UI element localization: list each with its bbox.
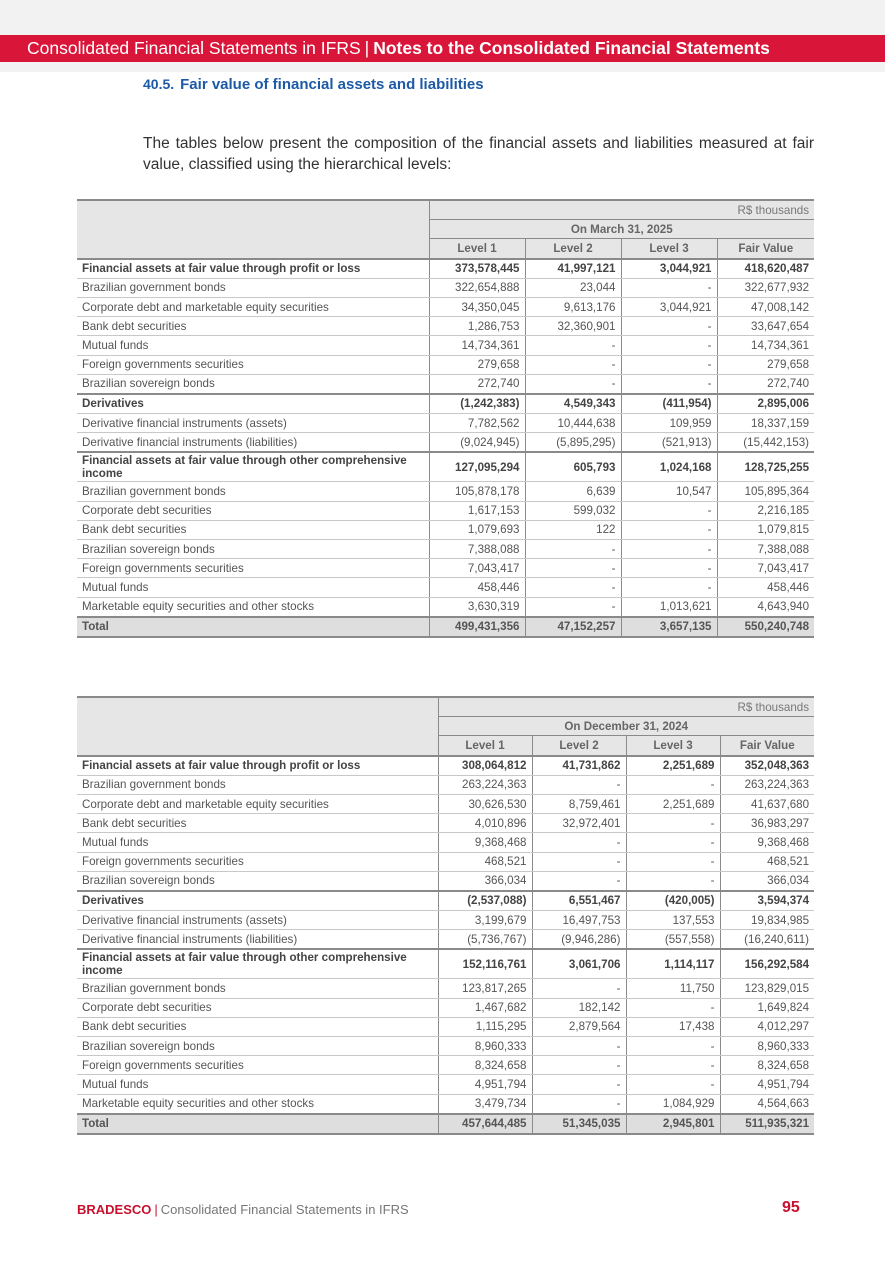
footer-separator: | (154, 1202, 158, 1217)
level-3-value: - (626, 852, 720, 871)
level-1-value: 30,626,530 (438, 794, 532, 813)
row-label: Brazilian government bonds (77, 979, 438, 998)
column-header-level-2: Level 2 (532, 736, 626, 756)
level-1-value: (5,736,767) (438, 930, 532, 950)
level-2-value: 41,997,121 (525, 259, 621, 279)
table-row (77, 336, 814, 355)
row-label: Brazilian sovereign bonds (77, 1037, 438, 1056)
fair-value-value: 4,643,940 (717, 597, 814, 617)
table-header (77, 697, 814, 756)
level-3-value: - (621, 520, 717, 539)
level-3-value: 3,657,135 (621, 617, 717, 637)
row-label: Foreign governments securities (77, 852, 438, 871)
level-3-value: 1,114,117 (626, 949, 720, 979)
fair-value-value: 3,594,374 (720, 891, 814, 911)
level-2-value: 41,731,862 (532, 756, 626, 776)
level-1-value: 14,734,361 (429, 336, 525, 355)
column-header-level-2: Level 2 (525, 239, 621, 259)
level-2-value: 182,142 (532, 998, 626, 1017)
level-2-value: - (532, 1056, 626, 1075)
units-label: R$ thousands (438, 697, 814, 717)
level-3-value: 2,251,689 (626, 794, 720, 813)
table-row (77, 482, 814, 501)
table-row (77, 433, 814, 453)
level-2-value: (9,946,286) (532, 930, 626, 950)
row-label: Brazilian sovereign bonds (77, 871, 438, 891)
fair-value-value: 511,935,321 (720, 1114, 814, 1134)
header-separator: | (364, 38, 370, 58)
level-2-value: 122 (525, 520, 621, 539)
level-1-value: 8,324,658 (438, 1056, 532, 1075)
row-label: Bank debt securities (77, 317, 429, 336)
level-1-value: 8,960,333 (438, 1037, 532, 1056)
column-header-level-1: Level 1 (438, 736, 532, 756)
level-3-value: - (626, 998, 720, 1017)
fair-value-value: 418,620,487 (717, 259, 814, 279)
fair-value-value: 1,079,815 (717, 520, 814, 539)
row-label: Derivative financial instruments (liabilities) (77, 433, 429, 453)
intro-paragraph: The tables below present the composition of the financial assets and liabilities measured at fair value, classified using the hierarchical levels: (143, 135, 814, 173)
fair-value-value: 352,048,363 (720, 756, 814, 776)
fair-value-value: (16,240,611) (720, 930, 814, 950)
row-label: Brazilian government bonds (77, 278, 429, 297)
level-1-value: 127,095,294 (429, 452, 525, 482)
level-1-value: 7,388,088 (429, 540, 525, 559)
level-2-value: - (525, 540, 621, 559)
row-label: Marketable equity securities and other stocks (77, 1094, 438, 1114)
level-1-value: 1,286,753 (429, 317, 525, 336)
page-footer (77, 1202, 409, 1217)
level-1-value: 123,817,265 (438, 979, 532, 998)
level-1-value: 263,224,363 (438, 775, 532, 794)
fair-value-value: 272,740 (717, 374, 814, 394)
level-2-value: - (532, 871, 626, 891)
level-3-value: - (621, 540, 717, 559)
fair-value-value: 7,388,088 (717, 540, 814, 559)
section-heading: Fair value of financial assets and liabilities (180, 76, 484, 93)
level-3-value: (411,954) (621, 394, 717, 414)
table-category-row (77, 891, 814, 911)
level-3-value: - (621, 336, 717, 355)
fair-value-value: 4,012,297 (720, 1017, 814, 1036)
row-label: Total (77, 617, 429, 637)
row-label: Derivative financial instruments (assets) (77, 911, 438, 930)
table-row (77, 578, 814, 597)
level-2-value: - (525, 597, 621, 617)
row-label: Mutual funds (77, 336, 429, 355)
table-header (77, 200, 814, 259)
table-row (77, 775, 814, 794)
level-3-value: 1,024,168 (621, 452, 717, 482)
level-1-value: 152,116,761 (438, 949, 532, 979)
level-3-value: - (626, 871, 720, 891)
table-row (77, 297, 814, 316)
level-1-value: (9,024,945) (429, 433, 525, 453)
fair-value-table-march-2025 (77, 199, 814, 638)
fair-value-value: 279,658 (717, 355, 814, 374)
level-2-value: 605,793 (525, 452, 621, 482)
row-label: Bank debt securities (77, 1017, 438, 1036)
fair-value-value: 7,043,417 (717, 559, 814, 578)
fair-value-value: 105,895,364 (717, 482, 814, 501)
row-label: Financial assets at fair value through other comprehensive income (77, 949, 438, 979)
row-label: Total (77, 1114, 438, 1134)
table-header-corner (77, 200, 429, 259)
level-2-value: 2,879,564 (532, 1017, 626, 1036)
table-row (77, 278, 814, 297)
level-1-value: 308,064,812 (438, 756, 532, 776)
level-2-value: - (525, 578, 621, 597)
table-row (77, 998, 814, 1017)
row-label: Mutual funds (77, 578, 429, 597)
level-3-value: - (626, 1037, 720, 1056)
units-label: R$ thousands (429, 200, 814, 220)
fair-value-value: 468,521 (720, 852, 814, 871)
table-category-row (77, 394, 814, 414)
level-2-value: 23,044 (525, 278, 621, 297)
level-1-value: 1,079,693 (429, 520, 525, 539)
row-label: Brazilian government bonds (77, 482, 429, 501)
row-label: Bank debt securities (77, 520, 429, 539)
row-label: Derivative financial instruments (liabilities) (77, 930, 438, 950)
row-label: Corporate debt securities (77, 501, 429, 520)
header-right-title: Notes to the Consolidated Financial Statements (373, 38, 770, 58)
level-3-value: - (626, 775, 720, 794)
level-3-value: 2,251,689 (626, 756, 720, 776)
period-label: On March 31, 2025 (429, 220, 814, 239)
column-header-level-1: Level 1 (429, 239, 525, 259)
row-label: Foreign governments securities (77, 355, 429, 374)
level-1-value: 272,740 (429, 374, 525, 394)
row-label: Financial assets at fair value through other comprehensive income (77, 452, 429, 482)
level-2-value: 6,639 (525, 482, 621, 501)
column-header-fair-value: Fair Value (720, 736, 814, 756)
footer-brand-name: BRADESCO (77, 1202, 152, 1217)
footer-document-title: Consolidated Financial Statements in IFRS (160, 1202, 409, 1217)
level-2-value: 10,444,638 (525, 414, 621, 433)
fair-value-value: 4,951,794 (720, 1075, 814, 1094)
level-1-value: 499,431,356 (429, 617, 525, 637)
table-body (77, 259, 814, 637)
row-label: Corporate debt and marketable equity securities (77, 794, 438, 813)
header-left-title: Consolidated Financial Statements in IFRS (27, 38, 361, 58)
level-3-value: (557,558) (626, 930, 720, 950)
level-1-value: 3,479,734 (438, 1094, 532, 1114)
row-label: Brazilian government bonds (77, 775, 438, 794)
level-1-value: 366,034 (438, 871, 532, 891)
level-3-value: - (626, 1075, 720, 1094)
row-label: Foreign governments securities (77, 1056, 438, 1075)
table-total-row (77, 617, 814, 637)
top-margin-band (0, 0, 885, 35)
table-row (77, 833, 814, 852)
row-label: Derivative financial instruments (assets) (77, 414, 429, 433)
section-number: 40.5. (143, 76, 175, 92)
level-2-value: 32,972,401 (532, 814, 626, 833)
page-number: 95 (782, 1199, 800, 1216)
table-row (77, 852, 814, 871)
table-row (77, 979, 814, 998)
table-row (77, 540, 814, 559)
table-row (77, 1075, 814, 1094)
row-label: Bank debt securities (77, 814, 438, 833)
table-row (77, 814, 814, 833)
level-3-value: 3,044,921 (621, 259, 717, 279)
fair-value-value: 128,725,255 (717, 452, 814, 482)
table-category-row (77, 949, 814, 979)
table-body (77, 756, 814, 1134)
level-1-value: 1,617,153 (429, 501, 525, 520)
column-header-level-3: Level 3 (621, 239, 717, 259)
fair-value-value: 156,292,584 (720, 949, 814, 979)
row-label: Corporate debt and marketable equity securities (77, 297, 429, 316)
table-row (77, 501, 814, 520)
fair-value-value: 2,895,006 (717, 394, 814, 414)
table-row (77, 911, 814, 930)
level-2-value: - (532, 1094, 626, 1114)
row-label: Mutual funds (77, 1075, 438, 1094)
level-3-value: (420,005) (626, 891, 720, 911)
level-1-value: 9,368,468 (438, 833, 532, 852)
fair-value-value: 8,324,658 (720, 1056, 814, 1075)
level-2-value: 599,032 (525, 501, 621, 520)
fair-value-table-december-2024 (77, 696, 814, 1135)
fair-value-value: 550,240,748 (717, 617, 814, 637)
column-header-level-3: Level 3 (626, 736, 720, 756)
fair-value-value: 1,649,824 (720, 998, 814, 1017)
fair-value-value: 2,216,185 (717, 501, 814, 520)
level-1-value: 1,467,682 (438, 998, 532, 1017)
fair-value-value: 123,829,015 (720, 979, 814, 998)
table-row (77, 794, 814, 813)
level-1-value: 3,199,679 (438, 911, 532, 930)
row-label: Derivatives (77, 394, 429, 414)
fair-value-value: 36,983,297 (720, 814, 814, 833)
period-label: On December 31, 2024 (438, 717, 814, 736)
row-label: Financial assets at fair value through profit or loss (77, 259, 429, 279)
level-2-value: 8,759,461 (532, 794, 626, 813)
level-2-value: 16,497,753 (532, 911, 626, 930)
level-1-value: 34,350,045 (429, 297, 525, 316)
fair-value-value: 18,337,159 (717, 414, 814, 433)
row-label: Brazilian sovereign bonds (77, 540, 429, 559)
level-3-value: (521,913) (621, 433, 717, 453)
level-3-value: - (626, 833, 720, 852)
level-3-value: 137,553 (626, 911, 720, 930)
level-2-value: - (525, 559, 621, 578)
fair-value-value: 41,637,680 (720, 794, 814, 813)
fair-value-value: 19,834,985 (720, 911, 814, 930)
column-header-fair-value: Fair Value (717, 239, 814, 259)
table-total-row (77, 1114, 814, 1134)
level-2-value: 4,549,343 (525, 394, 621, 414)
level-1-value: 7,043,417 (429, 559, 525, 578)
level-1-value: 468,521 (438, 852, 532, 871)
level-2-value: - (532, 1037, 626, 1056)
level-3-value: - (621, 317, 717, 336)
level-3-value: 3,044,921 (621, 297, 717, 316)
fair-value-value: 263,224,363 (720, 775, 814, 794)
level-1-value: 1,115,295 (438, 1017, 532, 1036)
level-2-value: 3,061,706 (532, 949, 626, 979)
level-3-value: 1,084,929 (626, 1094, 720, 1114)
level-1-value: 373,578,445 (429, 259, 525, 279)
table-row (77, 317, 814, 336)
table-row (77, 930, 814, 950)
fair-value-value: 4,564,663 (720, 1094, 814, 1114)
level-3-value: - (621, 578, 717, 597)
row-label: Mutual funds (77, 833, 438, 852)
level-3-value: - (621, 355, 717, 374)
row-label: Brazilian sovereign bonds (77, 374, 429, 394)
level-1-value: 4,951,794 (438, 1075, 532, 1094)
level-1-value: 3,630,319 (429, 597, 525, 617)
level-2-value: - (532, 852, 626, 871)
level-3-value: - (621, 278, 717, 297)
level-2-value: - (532, 833, 626, 852)
table-header-corner (77, 697, 438, 756)
level-3-value: 109,959 (621, 414, 717, 433)
row-label: Corporate debt securities (77, 998, 438, 1017)
level-3-value: - (626, 814, 720, 833)
level-2-value: - (532, 1075, 626, 1094)
header-sub-band (0, 62, 885, 72)
level-2-value: - (532, 979, 626, 998)
level-2-value: - (525, 374, 621, 394)
level-2-value: 6,551,467 (532, 891, 626, 911)
level-2-value: - (532, 775, 626, 794)
table-category-row (77, 259, 814, 279)
fair-value-value: 366,034 (720, 871, 814, 891)
level-2-value: - (525, 336, 621, 355)
table-row (77, 871, 814, 891)
table-category-row (77, 452, 814, 482)
fair-value-value: 8,960,333 (720, 1037, 814, 1056)
table-row (77, 1094, 814, 1114)
row-label: Derivatives (77, 891, 438, 911)
row-label: Foreign governments securities (77, 559, 429, 578)
fair-value-value: 47,008,142 (717, 297, 814, 316)
level-3-value: 1,013,621 (621, 597, 717, 617)
fair-value-value: 33,647,654 (717, 317, 814, 336)
fair-value-value: 14,734,361 (717, 336, 814, 355)
table-row (77, 355, 814, 374)
level-1-value: 4,010,896 (438, 814, 532, 833)
table-category-row (77, 756, 814, 776)
level-1-value: 279,658 (429, 355, 525, 374)
level-2-value: - (525, 355, 621, 374)
level-1-value: 457,644,485 (438, 1114, 532, 1134)
level-3-value: 2,945,801 (626, 1114, 720, 1134)
level-1-value: 7,782,562 (429, 414, 525, 433)
page-header (0, 35, 885, 62)
level-2-value: 9,613,176 (525, 297, 621, 316)
level-3-value: 17,438 (626, 1017, 720, 1036)
table-row (77, 374, 814, 394)
row-label: Financial assets at fair value through profit or loss (77, 756, 438, 776)
level-1-value: 458,446 (429, 578, 525, 597)
fair-value-value: 458,446 (717, 578, 814, 597)
table-row (77, 559, 814, 578)
level-1-value: (2,537,088) (438, 891, 532, 911)
level-1-value: (1,242,383) (429, 394, 525, 414)
row-label: Marketable equity securities and other stocks (77, 597, 429, 617)
level-3-value: - (621, 374, 717, 394)
level-1-value: 105,878,178 (429, 482, 525, 501)
level-2-value: 51,345,035 (532, 1114, 626, 1134)
level-3-value: 10,547 (621, 482, 717, 501)
section-title (143, 76, 484, 93)
level-2-value: (5,895,295) (525, 433, 621, 453)
level-3-value: 11,750 (626, 979, 720, 998)
table-row (77, 1037, 814, 1056)
level-2-value: 47,152,257 (525, 617, 621, 637)
fair-value-value: (15,442,153) (717, 433, 814, 453)
table-row (77, 1056, 814, 1075)
table-row (77, 414, 814, 433)
level-3-value: - (626, 1056, 720, 1075)
fair-value-value: 322,677,932 (717, 278, 814, 297)
level-2-value: 32,360,901 (525, 317, 621, 336)
level-1-value: 322,654,888 (429, 278, 525, 297)
fair-value-value: 9,368,468 (720, 833, 814, 852)
level-3-value: - (621, 559, 717, 578)
table-row (77, 1017, 814, 1036)
level-3-value: - (621, 501, 717, 520)
table-row (77, 597, 814, 617)
table-row (77, 520, 814, 539)
